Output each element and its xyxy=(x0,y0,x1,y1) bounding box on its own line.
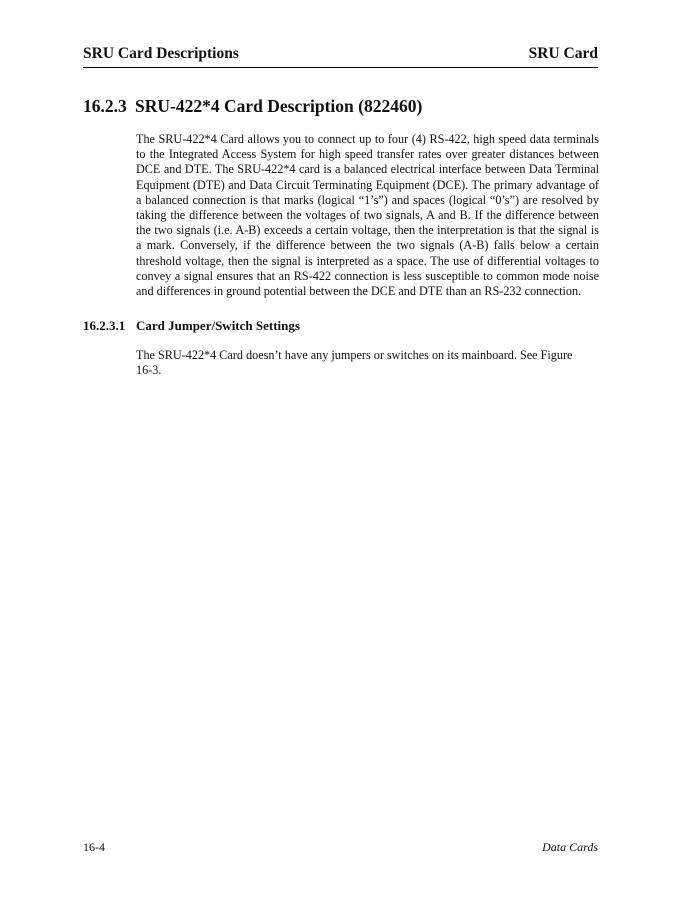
subsection-title: Card Jumper/Switch Settings xyxy=(136,318,300,333)
section-number: 16.2.3 xyxy=(83,96,127,116)
running-header xyxy=(83,41,598,68)
header-section-title: SRU Card Descriptions xyxy=(83,45,239,62)
subsection-heading xyxy=(83,318,300,334)
footer-chapter: Data Cards xyxy=(542,840,598,854)
page-number: 16-4 xyxy=(83,840,105,854)
running-footer xyxy=(83,840,598,854)
section-body-paragraph: The SRU-422*4 Card allows you to connect up to four (4) RS-422, high speed data terminals to the Integrated Access System for high speed transfer rates over greater distances between DCE and DTE. The SRU-422*4 card is a balanced electrical interface between Data Terminal Equipment (DTE) and Data Circuit Terminating Equipment (DCE). The primary advantage of a balanced connection is that marks (logical “1’s”) and spaces (logical “0’s”) are resolved by taking the difference between the voltages of two signals, A and B. If the difference between the two signals (i.e. A-B) exceeds a certain voltage, then the interpretation is that the signal is a mark. Conversely, if the difference between the two signals (A-B) falls below a certain threshold voltage, then the signal is interpreted as a space. The use of differential voltages to convey a signal ensures that an RS-422 connection is less susceptible to common mode noise and differences in ground potential between the DCE and DTE than an RS-232 connection. xyxy=(136,132,599,299)
header-chapter-title: SRU Card xyxy=(528,45,598,62)
section-title: SRU-422*4 Card Description (822460) xyxy=(135,96,423,116)
section-heading xyxy=(83,96,422,116)
subsection-body-paragraph: The SRU-422*4 Card doesn’t have any jumpers or switches on its mainboard. See Figure 16-3. xyxy=(136,348,573,378)
subsection-number: 16.2.3.1 xyxy=(83,318,126,333)
